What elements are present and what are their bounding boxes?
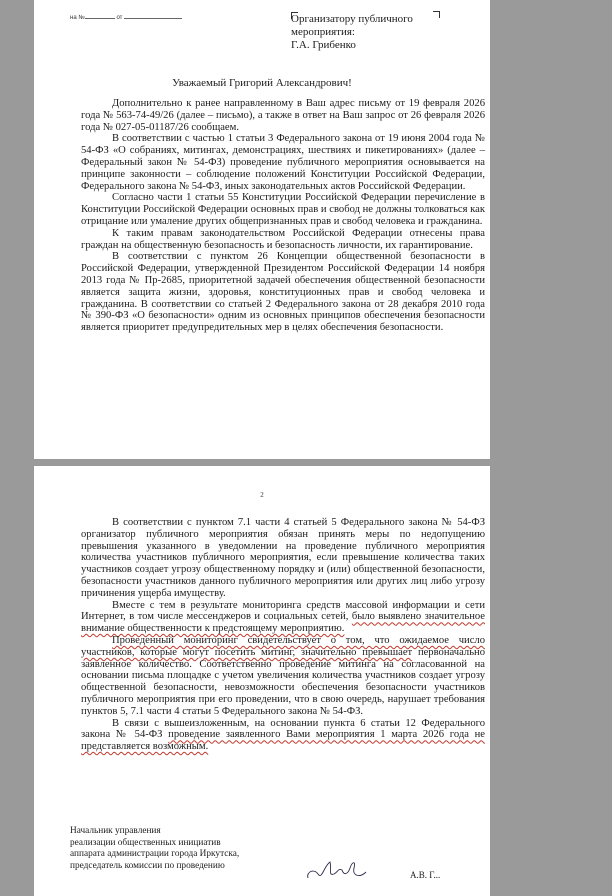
ref-from: от — [116, 15, 123, 21]
paragraph: Дополнительно к ранее направленному в Ваш адрес письму от 19 февраля 2026 года № 563-74-49/26 (далее – письмо), а также в ответ на Ваш запрос от 26 февраля 2026 года № 027-05-01187/26 сообщаем. — [81, 98, 485, 133]
paragraph: Согласно части 1 статьи 55 Конституции Российской Федерации перечисление в Конституции Российской Федерации основных прав и свобод не должны толковаться как отрицание или умаление других общепризнанных прав и свобод человека и гражданина. — [81, 192, 485, 227]
ref-date-blank — [124, 12, 182, 19]
signatory-line: аппарата администрации города Иркутска, — [70, 849, 240, 859]
paragraph-text: первоначально заявленное количество. Соответственно проведение митинга на согласованной на основании письма площадке с учетом увеличения количества участников создает угрозу общественной безопасности, невозможности обеспечения безопасности участников публичного мероприятия при его проведении, что в свою очередь, нарушает требования пунктов 5, 7.1 части 4 статьи 5 Федерального закона № 54-ФЗ. — [81, 646, 485, 717]
letter-body-page-1 — [81, 98, 485, 334]
ref-number-blank — [85, 12, 115, 19]
paragraph-text: Вместе с тем в результате мониторинга средств массовой информации и сети Интернет, в том числе мессенджеров и социальных сетей, — [81, 599, 485, 623]
signatory-line: председатель комиссии по проведению — [70, 860, 225, 871]
salutation: Уважаемый Григорий Александрович! — [172, 77, 352, 89]
reference-line — [70, 12, 182, 21]
signature-block — [70, 826, 310, 872]
letter-body-page-2 — [81, 517, 485, 753]
paragraph-text: В связи с вышеизложенным, на основании пункта 6 статьи 12 Федерального закона № 54-ФЗ — [81, 717, 485, 741]
paragraph — [81, 718, 485, 753]
page-number: 2 — [260, 491, 264, 499]
recipient-line: мероприятия: — [291, 26, 355, 38]
signatory-name: А.В. Г... — [410, 870, 441, 880]
underlined-text: было выявлено значительное внимание общественности к предстоящему мероприятию. — [81, 611, 485, 635]
paragraph: В соответствии с пунктом 7.1 части 4 статьей 5 Федерального закона № 54-ФЗ организатор публичного мероприятия обязан принять меры по недопущению превышения указанного в уведомлении на проведение публичного мероприятия количества участников публичного мероприятия, если превышение количества таких участников создает угрозу общественному порядку и (или) общественной безопасности, безопасности участников данного публичного мероприятия или других лиц либо угрозу причинения ущерба имуществу. — [81, 517, 485, 599]
paragraph: В соответствии с пунктом 26 Концепции общественной безопасности в Российской Федерации, утвержденной Президентом Российской Федерации 14 ноября 2013 года № Пр-2685, приоритетной задачей обеспечения общественной безопасности является защита жизни, здоровья, конституционных прав и свобод человека и гражданина. В соответствии со статьей 2 Федерального закона от 28 декабря 2010 года № 390-ФЗ «О безопасности» одним из основных принципов обеспечения безопасности является приоритет предупредительных мер в целях обеспечения безопасности. — [81, 251, 485, 334]
underlined-text: Проведенный мониторинг свидетельствует о том, что ожидаемое число участников, которые могут посетить митинг, значительно превышает — [81, 634, 485, 658]
underlined-text: проведение заявленного Вами мероприятия 1 марта 2026 года не представляется возможным. — [81, 729, 485, 753]
paragraph: К таким правам законодательством Российской Федерации отнесены права граждан на общественную безопасность и безопасность личности, их гарантирование. — [81, 227, 485, 251]
document-page-1 — [34, 0, 490, 459]
paragraph: В соответствии с частью 1 статьи 3 Федерального закона от 19 июня 2004 года № 54-ФЗ «О собраниях, митингах, демонстрациях, шествиях и пикетированиях» (далее – Федеральный закон № 54-ФЗ) проведение публичного мероприятия основывается на принципе законности – соблюдение положений Конституции Российской Федерации, Федерального закона № 54-ФЗ, иных законодательных актов Российской Федерации. — [81, 133, 485, 192]
signatory-line: Начальник управления — [70, 826, 161, 836]
ref-prefix: на № — [70, 15, 85, 21]
signatory-line: реализации общественных инициатив — [70, 837, 221, 848]
handwritten-signature-icon — [304, 858, 374, 882]
paragraph — [81, 635, 485, 718]
document-page-2 — [34, 466, 490, 896]
paragraph — [81, 600, 485, 635]
recipient-block — [291, 13, 441, 52]
recipient-line: Г.А. Грибенко — [291, 39, 356, 51]
recipient-line: Организатору публичного — [291, 13, 413, 25]
